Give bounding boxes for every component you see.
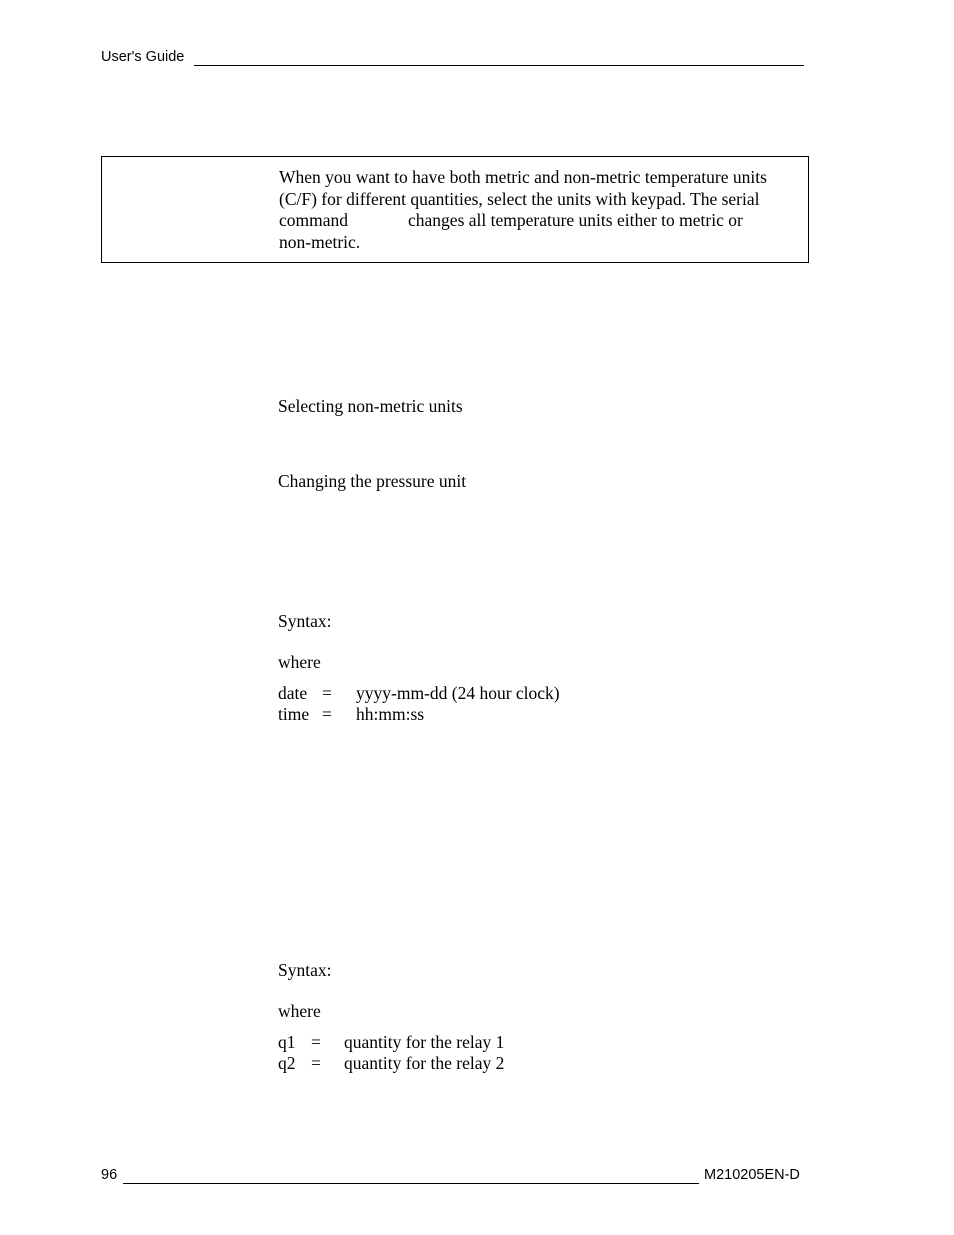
def-desc: quantity for the relay 1: [344, 1032, 505, 1052]
def-equals: =: [322, 683, 332, 703]
def-equals: =: [311, 1032, 321, 1052]
note-line-1: When you want to have both metric and non-metric temperature units: [279, 167, 767, 187]
syntax-label-2: Syntax:: [278, 960, 332, 980]
page-header-title: User's Guide: [101, 49, 185, 65]
changing-pressure-unit: Changing the pressure unit: [278, 471, 467, 491]
where-label-2: where: [278, 1001, 321, 1021]
syntax-label-1: Syntax:: [278, 611, 332, 631]
def-desc: hh:mm:ss: [356, 704, 425, 724]
def-name: date: [278, 683, 308, 703]
selecting-non-metric-units: Selecting non-metric units: [278, 396, 463, 416]
note-line-3: [279, 210, 804, 232]
note-line-3-rest: changes all temperature units either to metric or: [408, 210, 743, 230]
def-equals: =: [311, 1053, 321, 1073]
def-name: q1: [278, 1032, 296, 1052]
def-desc: yyyy-mm-dd (24 hour clock): [356, 683, 560, 703]
document-code: M210205EN-D: [704, 1167, 800, 1183]
def-name: q2: [278, 1053, 296, 1073]
note-text: [279, 167, 804, 253]
page-number: 96: [101, 1167, 118, 1183]
note-box: [101, 156, 809, 263]
note-line-2: (C/F) for different quantities, select the units with keypad. The serial: [279, 188, 760, 209]
def-desc: quantity for the relay 2: [344, 1053, 505, 1073]
footer-rule: [123, 1183, 699, 1184]
where-label-1: where: [278, 652, 321, 672]
def-name: time: [278, 704, 310, 724]
note-line-4: non-metric.: [279, 231, 361, 252]
header-rule: [194, 65, 804, 66]
note-command-word: command: [279, 210, 349, 230]
def-equals: =: [322, 704, 332, 724]
